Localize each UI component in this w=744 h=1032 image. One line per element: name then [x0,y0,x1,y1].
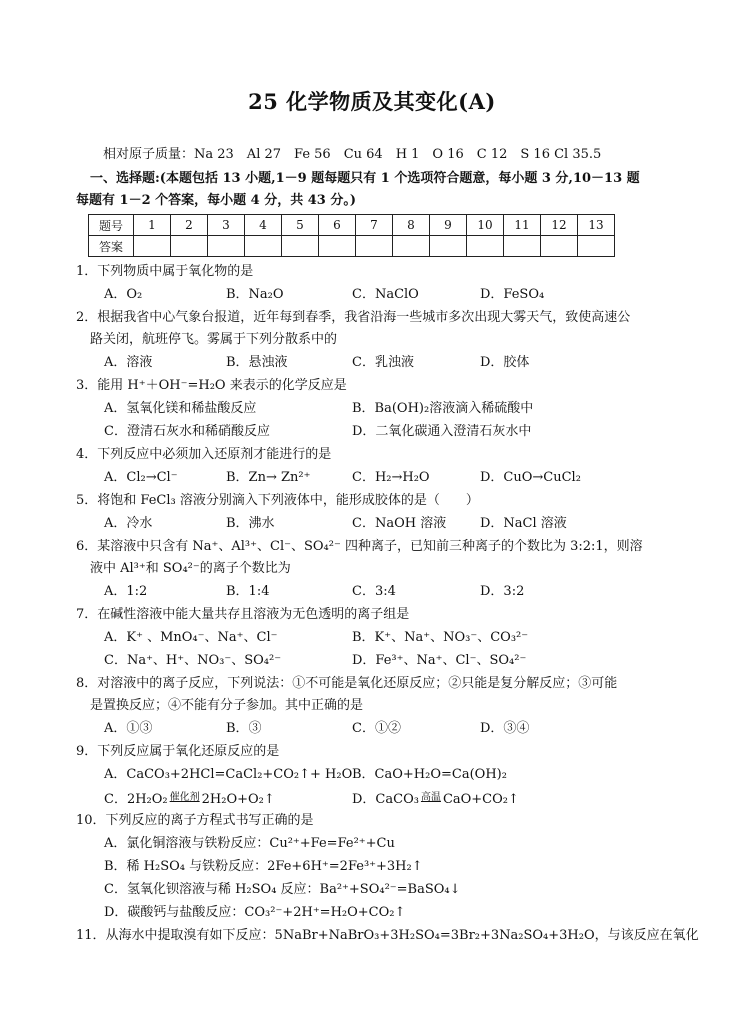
answer-cell[interactable] [393,236,430,257]
answer-cell[interactable] [134,236,171,257]
question-3-option-b: B．Ba(OH)₂溶液滴入稀硫酸中 [352,401,534,416]
question-5-option-d: D．NaCl 溶液 [480,516,567,531]
question-7-option-d: D．Fe³⁺、Na⁺、Cl⁻、SO₄²⁻ [352,653,527,668]
section-heading-line1: 一、选择题:(本题包括 13 小题,1－9 题每题只有 1 个选项符合题意，每小题 3 分,10－13 题 [90,171,640,186]
question-7-option-b: B．K⁺、Na⁺、NO₃⁻、CO₃²⁻ [352,630,529,645]
question-1-option-d: D．FeSO₄ [480,287,545,302]
answer-cell[interactable] [467,236,504,257]
question-10-option-b: B．稀 H₂SO₄ 与铁粉反应：2Fe+6H⁺=2Fe³⁺+3H₂↑ [104,859,423,874]
question-9-option-b: B．CaO+H₂O=Ca(OH)₂ [352,767,507,782]
question-9-option-a: A．CaCO₃+2HCl=CaCl₂+CO₂↑+ H₂O [104,767,353,782]
question-number-cell: 7 [356,215,393,236]
question-8-option-d: D．③④ [480,721,530,736]
section-heading-line2: 每题有 1－2 个答案，每小题 4 分，共 43 分。) [76,193,357,208]
question-9-option-d-reactant: D．CaCO₃ [352,792,419,807]
question-2-stem-cont: 路关闭，航班停飞。雾属于下列分散系中的 [90,332,338,347]
answer-cell[interactable] [356,236,393,257]
page-title: 25 化学物质及其变化(A) [248,89,496,114]
question-9-option-d-product: CaO+CO₂↑ [442,792,519,807]
question-9-option-c-product: 2H₂O+O₂↑ [201,792,275,807]
question-number-cell: 2 [171,215,208,236]
question-3-option-d: D．二氧化碳通入澄清石灰水中 [352,424,532,439]
question-4-stem: 4．下列反应中必须加入还原剂才能进行的是 [76,447,332,462]
question-4-option-c: C．H₂→H₂O [352,470,430,485]
answer-table-header-label: 题号 [89,215,134,236]
question-number-cell: 11 [504,215,541,236]
question-4-option-b: B．Zn→ Zn²⁺ [226,470,311,485]
question-3-option-a: A．氢氧化镁和稀盐酸反应 [104,401,257,416]
question-8-option-c: C．①② [352,721,401,736]
question-2-option-d: D．胶体 [480,355,530,370]
answer-cell[interactable] [541,236,578,257]
question-number-cell: 8 [393,215,430,236]
answer-table [88,214,615,257]
question-2-option-a: A．溶液 [104,355,153,370]
question-6-option-d: D．3:2 [480,584,525,599]
question-6-option-c: C．3:4 [352,584,396,599]
answer-table-answer-row [89,236,615,257]
question-number-cell: 13 [578,215,615,236]
question-9-option-c [104,789,275,809]
question-1-stem: 1．下列物质中属于氧化物的是 [76,264,254,279]
answer-cell[interactable] [319,236,356,257]
answer-cell[interactable] [430,236,467,257]
question-10-option-a: A．氯化铜溶液与铁粉反应：Cu²⁺+Fe=Fe²⁺+Cu [104,836,395,851]
question-6-stem-cont: 液中 Al³⁺和 SO₄²⁻的离子个数比为 [90,561,291,576]
question-4-option-a: A．Cl₂→Cl⁻ [104,470,178,485]
answer-cell[interactable] [171,236,208,257]
question-7-option-c: C．Na⁺、H⁺、NO₃⁻、SO₄²⁻ [104,653,282,668]
answer-table-header-row [89,215,615,236]
question-number-cell: 1 [134,215,171,236]
question-6-option-a: A．1:2 [104,584,148,599]
question-7-option-a: A．K⁺ 、MnO₄⁻、Na⁺、Cl⁻ [104,630,278,645]
answer-cell[interactable] [208,236,245,257]
question-1-option-a: A．O₂ [104,287,143,302]
question-1-option-c: C．NaClO [352,287,419,302]
answer-cell[interactable] [578,236,615,257]
question-2-option-b: B．悬浊液 [226,355,288,370]
answer-cell[interactable] [282,236,319,257]
question-5-option-a: A．冷水 [104,516,153,531]
question-10-stem: 10．下列反应的离子方程式书写正确的是 [76,813,314,828]
question-9-stem: 9．下列反应属于氧化还原反应的是 [76,744,280,759]
question-2-stem: 2．根据我省中心气象台报道，近年每到春季，我省沿海一些城市多次出现大雾天气，致使高速公 [76,310,631,325]
answer-cell[interactable] [504,236,541,257]
question-9-option-d-condition: 高温 [420,792,441,803]
question-6-option-b: B．1:4 [226,584,270,599]
question-10-option-c: C．氢氧化钡溶液与稀 H₂SO₄ 反应：Ba²⁺+SO₄²⁻=BaSO₄↓ [104,882,461,897]
question-8-option-b: B．③ [226,721,262,736]
question-9-option-c-reactant: C．2H₂O₂ [104,792,168,807]
atomic-mass-line: 相对原子质量：Na 23 Al 27 Fe 56 Cu 64 H 1 O 16 C 12 S 16 Cl 35.5 [103,147,602,162]
question-8-option-a: A．①③ [104,721,153,736]
question-10-option-d: D．碳酸钙与盐酸反应：CO₃²⁻+2H⁺=H₂O+CO₂↑ [104,905,406,920]
question-4-option-d: D．CuO→CuCl₂ [480,470,581,485]
question-8-stem: 8．对溶液中的离子反应，下列说法：①不可能是氧化还原反应；②只能是复分解反应；③可能 [76,676,618,691]
question-6-stem: 6．某溶液中只含有 Na⁺、Al³⁺、Cl⁻、SO₄²⁻ 四种离子，已知前三种离子的个数比为 3:2:1，则溶 [76,539,643,554]
question-8-stem-cont: 是置换反应；④不能有分子参加。其中正确的是 [90,698,364,713]
question-5-option-c: C．NaOH 溶液 [352,516,447,531]
question-7-stem: 7．在碱性溶液中能大量共存且溶液为无色透明的离子组是 [76,607,410,622]
answer-cell[interactable] [245,236,282,257]
question-3-option-c: C．澄清石灰水和稀硝酸反应 [104,424,270,439]
question-9-option-d [352,789,519,809]
question-number-cell: 4 [245,215,282,236]
question-1-option-b: B．Na₂O [226,287,284,302]
question-2-option-c: C．乳浊液 [352,355,414,370]
question-number-cell: 6 [319,215,356,236]
question-number-cell: 12 [541,215,578,236]
question-9-option-c-condition: 催化剂 [169,792,200,803]
question-number-cell: 10 [467,215,504,236]
question-5-stem: 5．将饱和 FeCl₃ 溶液分别滴入下列液体中，能形成胶体的是（ ） [76,493,479,508]
question-number-cell: 9 [430,215,467,236]
answer-table-answer-label: 答案 [89,236,134,257]
question-number-cell: 5 [282,215,319,236]
question-number-cell: 3 [208,215,245,236]
question-5-option-b: B．沸水 [226,516,275,531]
question-3-stem: 3．能用 H⁺＋OH⁻=H₂O 来表示的化学反应是 [76,378,347,393]
question-11-stem: 11．从海水中提取溴有如下反应：5NaBr+NaBrO₃+3H₂SO₄=3Br₂+3Na₂SO₄+3H₂O，与该反应在氧化 [76,928,699,943]
